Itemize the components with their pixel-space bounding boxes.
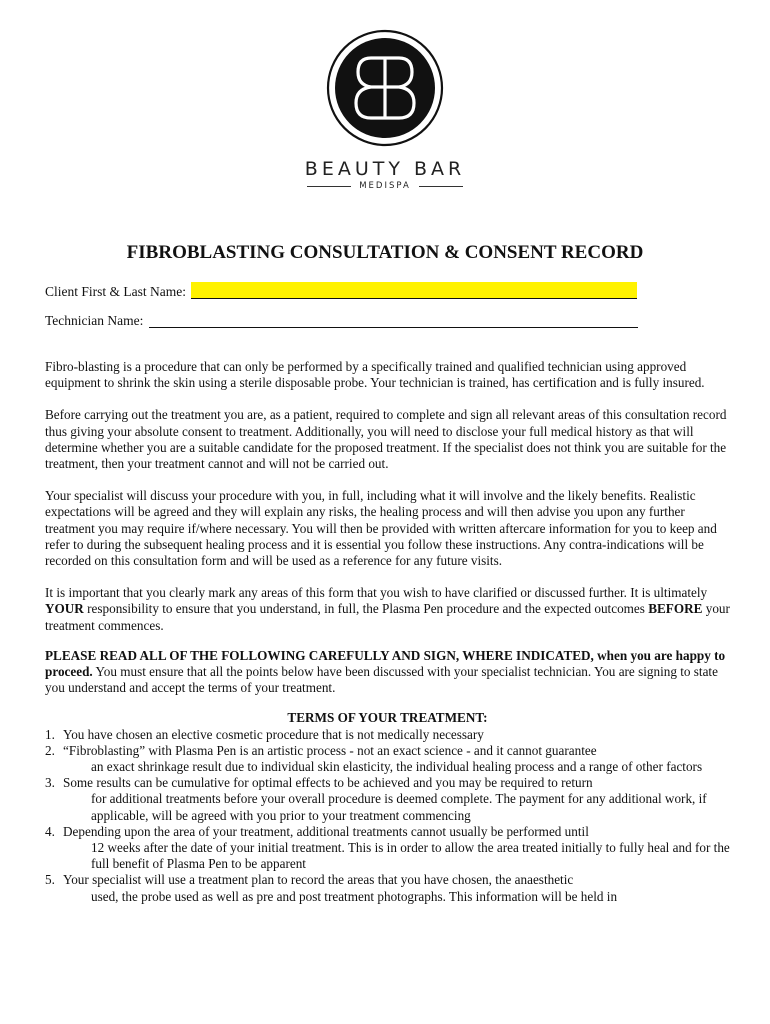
item-continuation: 12 weeks after the date of your initial treatment. This is in order to allow the area treated initially to fully heal and for the full benefit of Plasma Pen to be apparent — [91, 840, 730, 872]
divider — [419, 186, 463, 187]
terms-list — [45, 727, 730, 905]
item-text: “Fibroblasting” with Plasma Pen is an artistic process - not an exact science - and it cannot guarantee — [63, 742, 597, 758]
list-item — [45, 775, 730, 824]
client-name-label: Client First & Last Name: — [45, 284, 186, 299]
list-item — [45, 727, 730, 743]
bold-span: YOUR — [45, 601, 84, 617]
bold-span: BEFORE — [648, 601, 703, 617]
item-text: Some results can be cumulative for optimal effects to be achieved and you may be required to return — [63, 775, 593, 791]
technician-name-field — [45, 313, 638, 329]
text-span: It is important that you clearly mark any areas of this form that you wish to have clarified or discussed further. It is ultimately — [45, 585, 708, 601]
technician-name-input[interactable] — [149, 313, 638, 328]
item-number: 1. — [45, 726, 55, 742]
bold-span: PLEASE READ ALL OF THE FOLLOWING CAREFULLY AND SIGN, WHERE INDICATED, when you are happy to proceed. — [45, 647, 726, 680]
client-name-input[interactable] — [191, 282, 637, 299]
item-number: 3. — [45, 775, 55, 791]
item-text: Depending upon the area of your treatment, additional treatments cannot usually be performed until — [63, 823, 589, 839]
subbrand-name: MEDISPA — [359, 181, 411, 191]
subbrand-row — [0, 181, 770, 191]
list-item — [45, 872, 730, 904]
instruction-paragraph — [45, 648, 730, 697]
beauty-bar-logo — [0, 28, 770, 191]
list-item — [45, 824, 730, 873]
item-continuation: an exact shrinkage result due to individual skin elasticity, the individual healing process and a range of other factors — [91, 759, 703, 775]
item-number: 2. — [45, 742, 55, 758]
text-span: your treatment commences. — [45, 601, 730, 633]
brand-name: BEAUTY BAR — [304, 158, 466, 180]
client-name-field — [45, 282, 637, 300]
item-continuation: for additional treatments before your overall procedure is deemed complete. The payment for any additional work, if applicable, will be agreed with you prior to your treatment commencing — [91, 791, 707, 823]
bb-monogram-icon — [325, 28, 445, 148]
list-item — [45, 743, 730, 775]
terms-heading: TERMS OF YOUR TREATMENT: — [287, 710, 488, 726]
item-continuation: used, the probe used as well as pre and post treatment photographs. This information will be held in — [91, 888, 618, 904]
form-body — [45, 359, 730, 905]
technician-name-label: Technician Name: — [45, 313, 144, 328]
procedure-paragraph: Your specialist will discuss your procedure with you, in full, including what it will involve and the likely benefits. Realistic expectations will be agreed and they will explain any risks, the healing process and will then advise you upon any further treatment you may require if/where necessary. You will then be provided with written aftercare information for you to keep and refer to during the subsequent healing process and it is essential you follow these instructions. Any contra-indications will be recorded on this consultation form and will be used as a reference for any future visits. — [45, 488, 717, 569]
intro-paragraph: Fibro-blasting is a procedure that can only be performed by a specifically trained and qualified technician using approved equipment to shrink the skin using a sterile disposable probe. Your technician is trained, has certification and is fully insured. — [45, 359, 705, 391]
item-number: 4. — [45, 823, 55, 839]
page-title: FIBROBLASTING CONSULTATION & CONSENT RECORD — [126, 242, 644, 263]
divider — [307, 186, 351, 187]
responsibility-paragraph — [45, 585, 730, 634]
text-span: responsibility to ensure that you understand, in full, the Plasma Pen procedure and the expected outcomes — [83, 601, 649, 617]
consent-paragraph: Before carrying out the treatment you are, as a patient, required to complete and sign all relevant areas of this consultation record thus giving your absolute consent to treatment. Additionally, you will need to disclose your full medical history as that will determine whether you are a suitable candidate for the proposed treatment. If the specialist does not think you are suitable for the treatment, then your treatment cannot and will not be carried out. — [45, 407, 727, 472]
item-number: 5. — [45, 872, 55, 888]
item-text: Your specialist will use a treatment plan to record the areas that you have chosen, the anaesthetic — [63, 872, 574, 888]
item-text: You have chosen an elective cosmetic procedure that is not medically necessary — [63, 726, 484, 742]
text-span: You must ensure that all the points below have been discussed with your specialist technician. You are signing to state you understand and accept the terms of your treatment. — [45, 664, 718, 696]
